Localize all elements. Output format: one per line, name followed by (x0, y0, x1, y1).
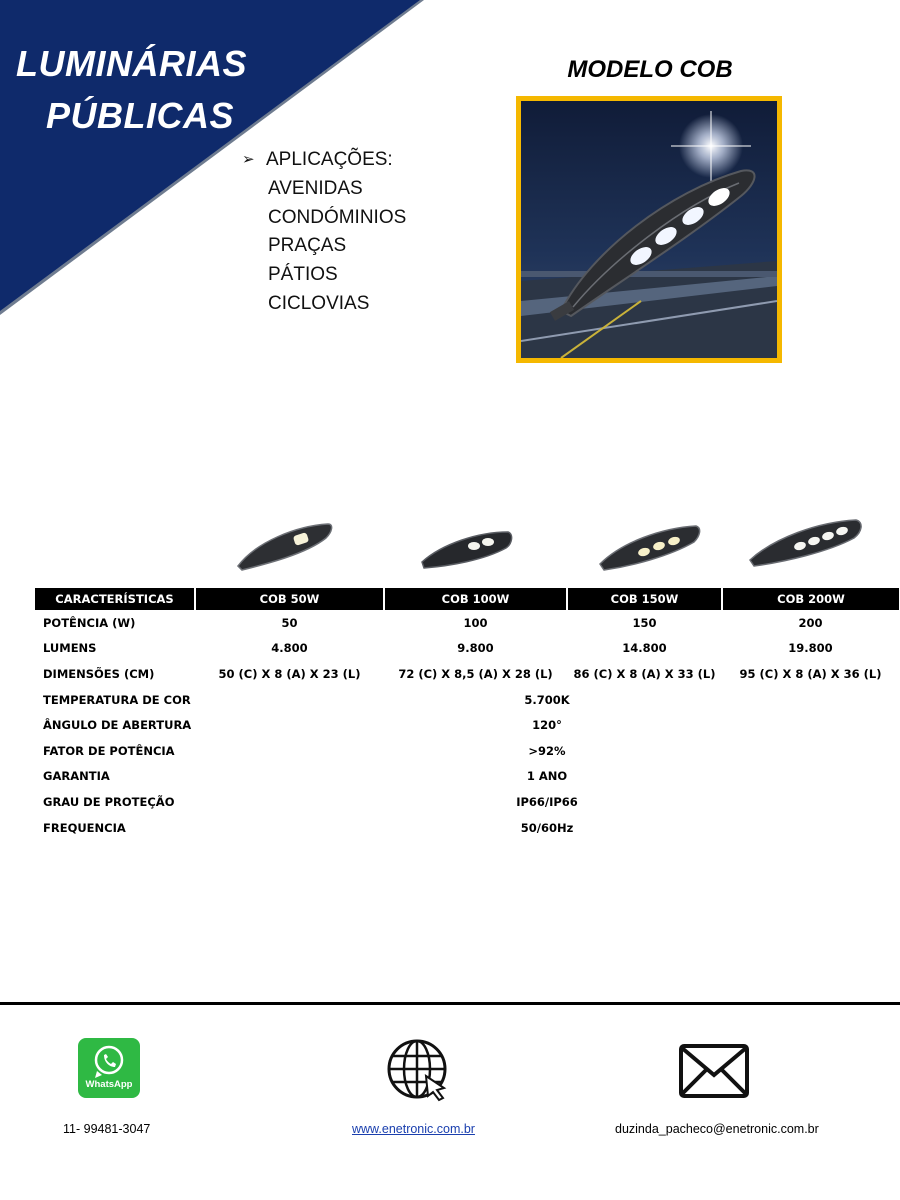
page-title (16, 38, 247, 142)
title-line-2: PÚBLICAS (46, 95, 235, 136)
spec-table (35, 588, 899, 840)
cob-50w-lamp-image (236, 520, 334, 572)
table-cell: 19.800 (788, 641, 833, 656)
row-label: FATOR DE POTÊNCIA (43, 743, 175, 758)
street-light-photo (521, 101, 777, 358)
table-cell: 4.800 (271, 641, 308, 656)
email-address: duzinda_pacheco@enetronic.com.br (615, 1122, 819, 1136)
table-cell: 9.800 (457, 641, 494, 656)
table-cell: >92% (528, 743, 566, 758)
product-thumbnails (0, 512, 900, 582)
row-label: POTÊNCIA (W) (43, 615, 136, 630)
table-cell: 120° (532, 718, 562, 733)
table-cell: 14.800 (622, 641, 667, 656)
table-row (35, 636, 899, 662)
table-row (35, 789, 899, 815)
row-label: TEMPERATURA DE COR (43, 692, 191, 707)
cob-200w-lamp-image (748, 516, 864, 568)
applications-list (242, 146, 406, 319)
application-item: PÁTIOS (268, 264, 338, 286)
column-header: COB 200W (722, 588, 899, 610)
table-row (35, 661, 899, 687)
table-cell: 200 (798, 615, 823, 630)
title-line-1: LUMINÁRIAS (16, 43, 247, 84)
table-cell: IP66/IP66 (516, 794, 578, 809)
table-cell: 86 (C) X 8 (A) X 33 (L) (573, 666, 716, 681)
table-cell: 50 (C) X 8 (A) X 23 (L) (218, 666, 361, 681)
table-row (35, 738, 899, 764)
table-row (35, 764, 899, 790)
row-label: LUMENS (43, 641, 97, 656)
table-row (35, 712, 899, 738)
applications-heading (242, 146, 406, 175)
row-label: GRAU DE PROTEÇÃO (43, 794, 175, 809)
phone-number: 11- 99481-3047 (63, 1122, 151, 1136)
table-row (35, 610, 899, 636)
table-row (35, 815, 899, 841)
row-label: GARANTIA (43, 769, 110, 784)
cob-100w-lamp-image (420, 524, 514, 572)
application-item: PRAÇAS (268, 235, 347, 257)
table-cell: 1 ANO (526, 769, 568, 784)
row-label: DIMENSÕES (CM) (43, 666, 155, 681)
column-header: COB 100W (384, 588, 567, 610)
table-cell: 72 (C) X 8,5 (A) X 28 (L) (398, 666, 553, 681)
table-cell: 5.700K (524, 692, 570, 707)
whatsapp-icon[interactable] (78, 1038, 140, 1098)
whatsapp-logo-icon (78, 1038, 140, 1082)
table-cell: 50 (281, 615, 298, 630)
table-cell: 150 (632, 615, 657, 630)
globe-cursor-icon[interactable] (386, 1038, 450, 1102)
application-item: CONDÓMINIOS (268, 206, 407, 228)
application-item: AVENIDAS (268, 177, 363, 199)
product-photo (516, 96, 782, 363)
column-header: COB 150W (567, 588, 722, 610)
row-label: FREQUENCIA (43, 820, 126, 835)
cob-150w-lamp-image (598, 520, 702, 572)
application-item: CICLOVIAS (268, 292, 370, 314)
mail-icon[interactable] (678, 1043, 750, 1099)
row-label: ÂNGULO DE ABERTURA (43, 718, 192, 733)
column-header: CARACTERÍSTICAS (35, 588, 195, 610)
table-header-row (35, 588, 899, 610)
column-header: COB 50W (195, 588, 384, 610)
table-cell: 100 (463, 615, 488, 630)
table-row (35, 687, 899, 713)
footer-divider (0, 1002, 900, 1005)
table-cell: 95 (C) X 8 (A) X 36 (L) (739, 666, 882, 681)
table-cell: 50/60Hz (520, 820, 574, 835)
applications-label: APLICAÇÕES: (266, 149, 393, 170)
website-link[interactable]: www.enetronic.com.br (352, 1122, 475, 1136)
model-title: MODELO COB (567, 56, 733, 83)
whatsapp-label: WhatsApp (85, 1079, 133, 1090)
arrow-bullet-icon: ➢ (242, 151, 255, 168)
